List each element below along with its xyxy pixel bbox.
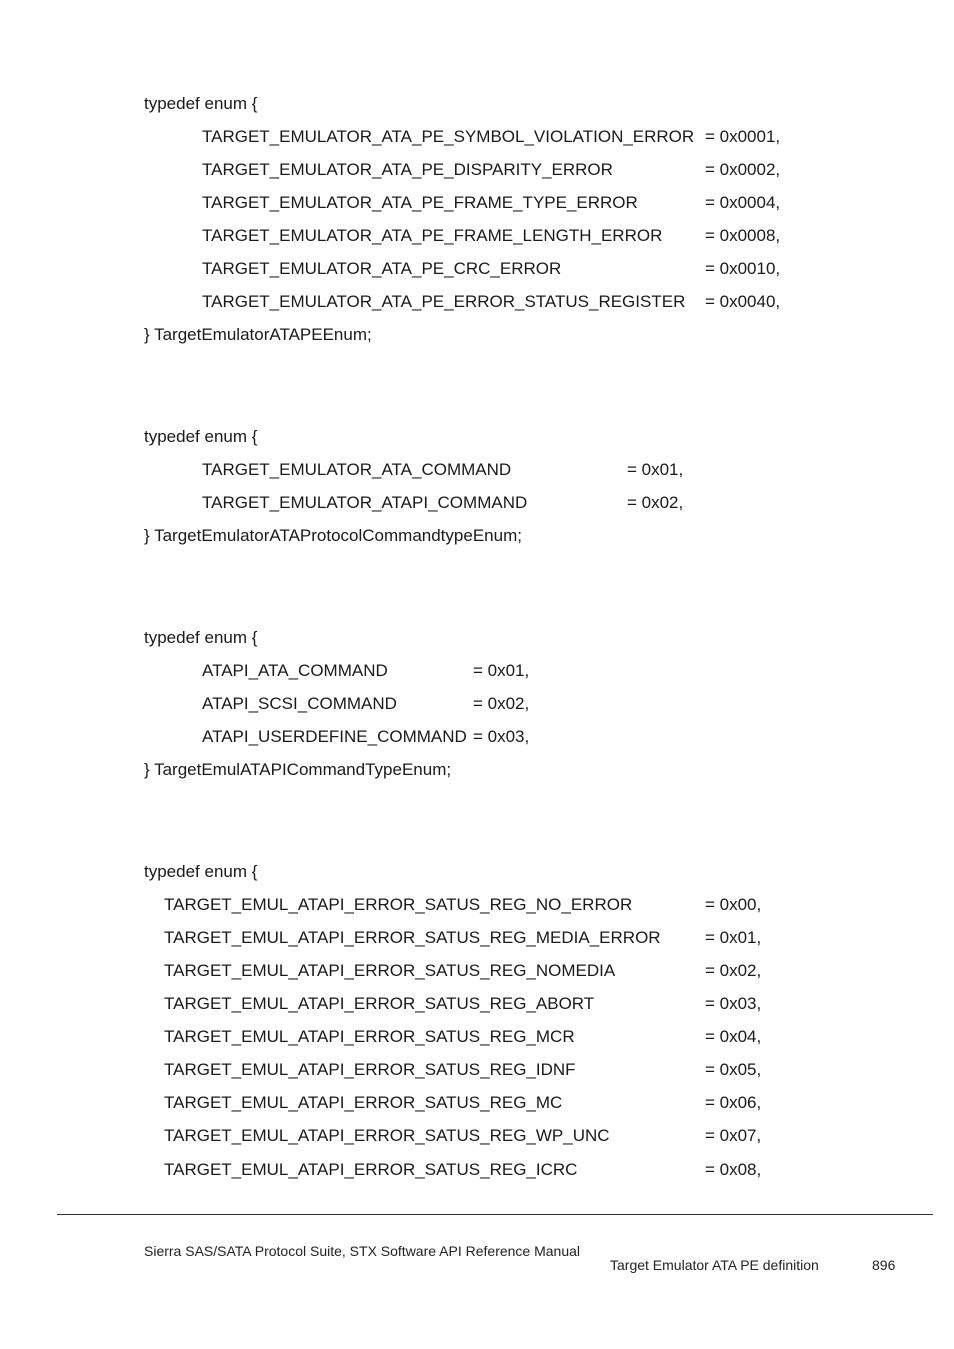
enum-member-value: = 0x04, [705, 1027, 762, 1046]
enum-member-name: TARGET_EMULATOR_ATA_PE_FRAME_TYPE_ERROR [202, 193, 638, 212]
footer-divider [57, 1214, 933, 1215]
enum-member-name: TARGET_EMUL_ATAPI_ERROR_SATUS_REG_NOMEDIA [164, 961, 616, 980]
enum-member-value: = 0x0004, [705, 193, 781, 212]
enum-member-name: TARGET_EMULATOR_ATAPI_COMMAND [202, 493, 528, 512]
typedef-close: } TargetEmulATAPICommandTypeEnum; [144, 760, 452, 779]
enum-member-value: = 0x06, [705, 1093, 762, 1112]
footer-section-title: Target Emulator ATA PE definition [610, 1257, 819, 1273]
enum-member-value: = 0x02, [705, 961, 762, 980]
typedef-open: typedef enum { [144, 628, 258, 647]
enum-member-name: ATAPI_SCSI_COMMAND [202, 694, 397, 713]
enum-member-name: TARGET_EMUL_ATAPI_ERROR_SATUS_REG_NO_ERROR [164, 895, 633, 914]
enum-member-value: = 0x01, [473, 661, 530, 680]
enum-member-value: = 0x08, [705, 1160, 762, 1179]
enum-member-name: TARGET_EMULATOR_ATA_PE_DISPARITY_ERROR [202, 160, 613, 179]
typedef-close: } TargetEmulatorATAProtocolCommandtypeEnum; [144, 526, 522, 545]
typedef-close: } TargetEmulatorATAPEEnum; [144, 325, 372, 344]
enum-member-value: = 0x05, [705, 1060, 762, 1079]
enum-member-name: ATAPI_ATA_COMMAND [202, 661, 388, 680]
enum-member-name: TARGET_EMUL_ATAPI_ERROR_SATUS_REG_ABORT [164, 994, 595, 1013]
enum-member-value: = 0x0040, [705, 292, 781, 311]
enum-member-name: TARGET_EMULATOR_ATA_PE_CRC_ERROR [202, 259, 562, 278]
enum-member-value: = 0x02, [627, 493, 684, 512]
enum-member-value: = 0x0008, [705, 226, 781, 245]
enum-member-name: TARGET_EMULATOR_ATA_PE_FRAME_LENGTH_ERROR [202, 226, 663, 245]
enum-member-name: TARGET_EMUL_ATAPI_ERROR_SATUS_REG_IDNF [164, 1060, 576, 1079]
enum-member-name: ATAPI_USERDEFINE_COMMAND [202, 727, 467, 746]
enum-member-name: TARGET_EMULATOR_ATA_COMMAND [202, 460, 512, 479]
enum-member-name: TARGET_EMULATOR_ATA_PE_SYMBOL_VIOLATION_ERROR [202, 127, 695, 146]
enum-member-value: = 0x00, [705, 895, 762, 914]
footer-page-number: 896 [872, 1257, 896, 1273]
enum-member-name: TARGET_EMUL_ATAPI_ERROR_SATUS_REG_MC [164, 1093, 563, 1112]
typedef-open: typedef enum { [144, 427, 258, 446]
footer-manual-title: Sierra SAS/SATA Protocol Suite, STX Software API Reference Manual [144, 1243, 581, 1259]
enum-member-name: TARGET_EMUL_ATAPI_ERROR_SATUS_REG_MCR [164, 1027, 575, 1046]
enum-member-name: TARGET_EMULATOR_ATA_PE_ERROR_STATUS_REGISTER [202, 292, 686, 311]
typedef-open: typedef enum { [144, 94, 258, 113]
enum-member-value: = 0x01, [627, 460, 684, 479]
enum-member-value: = 0x03, [705, 994, 762, 1013]
enum-member-name: TARGET_EMUL_ATAPI_ERROR_SATUS_REG_WP_UNC [164, 1126, 610, 1145]
enum-member-value: = 0x03, [473, 727, 530, 746]
enum-member-value: = 0x07, [705, 1126, 762, 1145]
enum-member-name: TARGET_EMUL_ATAPI_ERROR_SATUS_REG_ICRC [164, 1160, 578, 1179]
enum-member-value: = 0x0002, [705, 160, 781, 179]
enum-member-value: = 0x02, [473, 694, 530, 713]
enum-member-value: = 0x0010, [705, 259, 781, 278]
enum-member-value: = 0x0001, [705, 127, 781, 146]
typedef-open: typedef enum { [144, 862, 258, 881]
enum-member-name: TARGET_EMUL_ATAPI_ERROR_SATUS_REG_MEDIA_ERROR [164, 928, 661, 947]
enum-member-value: = 0x01, [705, 928, 762, 947]
